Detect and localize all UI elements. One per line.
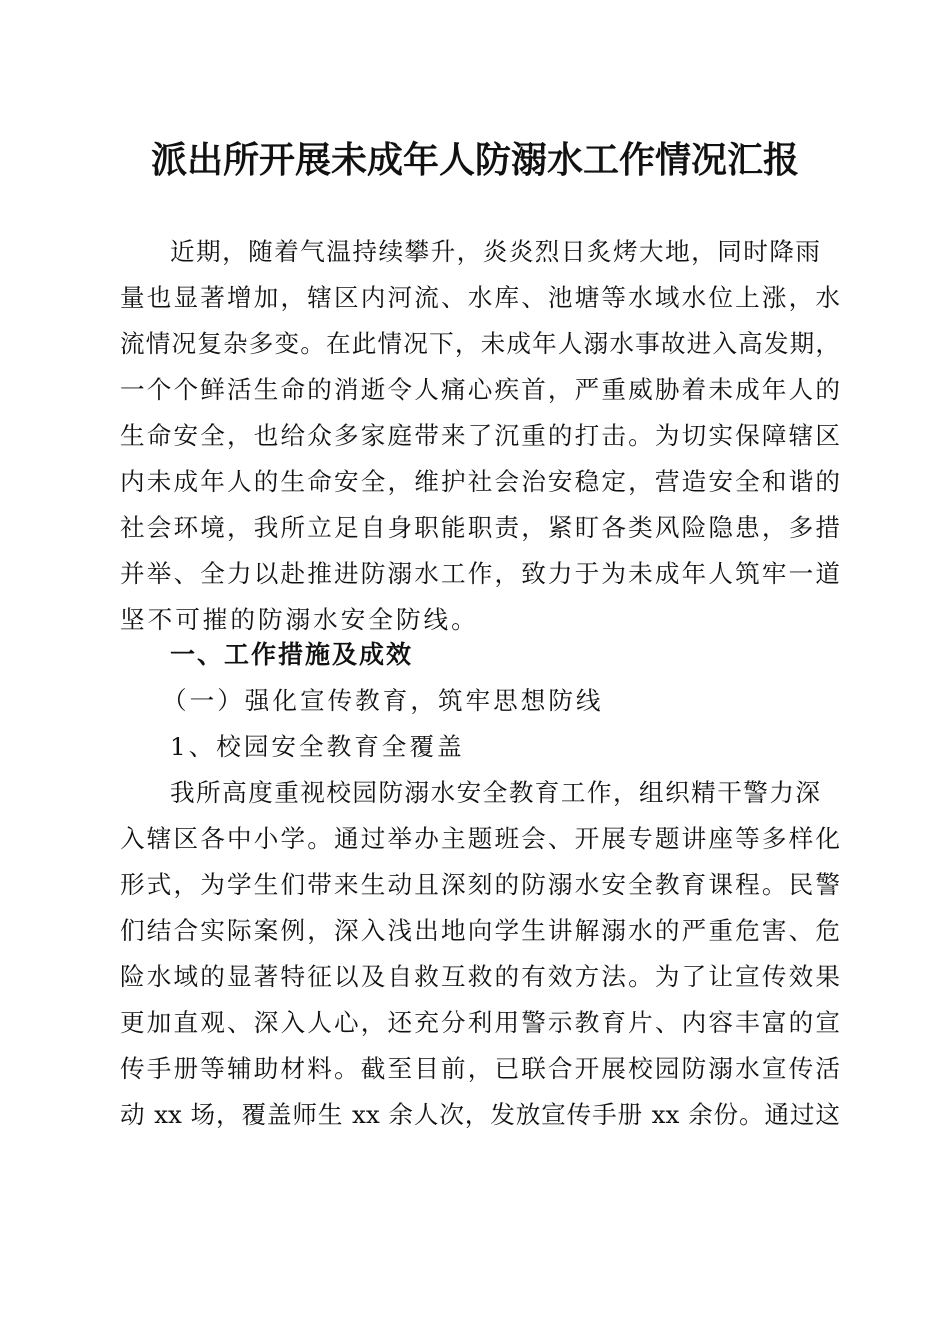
paragraph-line: 内未成年人的生命安全，维护社会治安稳定，营造安全和谐的 <box>120 467 840 496</box>
item-heading: 1、校园安全教育全覆盖 <box>170 732 465 761</box>
paragraph-line: 险水域的显著特征以及自救互救的有效方法。为了让宣传效果 <box>120 962 840 991</box>
paragraph-line: 形式，为学生们带来生动且深刻的防溺水安全教育课程。民警 <box>120 870 840 899</box>
paragraph-line: 生命安全，也给众多家庭带来了沉重的打击。为切实保障辖区 <box>120 421 840 450</box>
paragraph-line: 一个个鲜活生命的消逝令人痛心疾首，严重威胁着未成年人的 <box>120 375 840 404</box>
paragraph-line: 我所高度重视校园防溺水安全教育工作，组织精干警力深 <box>170 778 820 807</box>
section-heading: 一、工作措施及成效 <box>170 640 414 669</box>
paragraph-line: 社会环境，我所立足自身职能职责，紧盯各类风险隐患，多措 <box>120 513 840 542</box>
paragraph-line: 们结合实际案例，深入浅出地向学生讲解溺水的严重危害、危 <box>120 916 840 945</box>
paragraph-line: 坚不可摧的防溺水安全防线。 <box>120 605 479 634</box>
paragraph-line: 更加直观、深入人心，还充分利用警示教育片、内容丰富的宣 <box>120 1008 840 1037</box>
subsection-heading: （一）强化宣传教育，筑牢思想防线 <box>162 686 604 715</box>
paragraph-line: 并举、全力以赴推进防溺水工作，致力于为未成年人筑牢一道 <box>120 559 840 588</box>
paragraph-line: 近期，随着气温持续攀升，炎炎烈日炙烤大地，同时降雨 <box>170 237 820 266</box>
paragraph-line: 传手册等辅助材料。截至目前，已联合开展校园防溺水宣传活 <box>120 1054 840 1083</box>
paragraph-line: 量也显著增加，辖区内河流、水库、池塘等水域水位上涨，水 <box>120 283 840 312</box>
document-title: 派出所开展未成年人防溺水工作情况汇报 <box>150 139 799 181</box>
paragraph-line: 动 xx 场，覆盖师生 xx 余人次，发放宣传手册 xx 余份。通过这 <box>120 1100 840 1129</box>
paragraph-line: 流情况复杂多变。在此情况下，未成年人溺水事故进入高发期， <box>120 329 840 358</box>
paragraph-line: 入辖区各中小学。通过举办主题班会、开展专题讲座等多样化 <box>120 824 840 853</box>
